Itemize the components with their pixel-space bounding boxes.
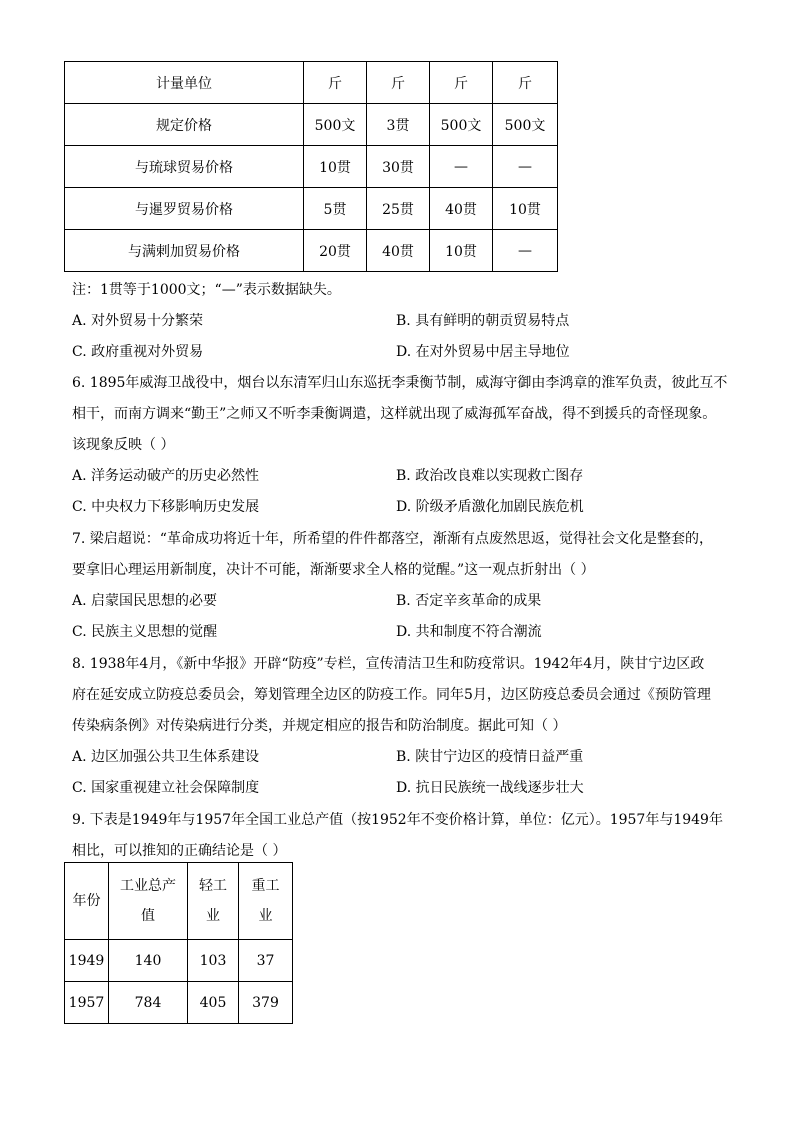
table-cell: 40贯	[367, 230, 430, 272]
table-cell: 1949	[65, 940, 109, 982]
q8-stem-line: 府在延安成立防疫总委员会，筹划管理全边区的防疫工作。同年5月，边区防疫总委员会通过《预防管理	[72, 687, 711, 703]
table-cell: 500文	[430, 104, 493, 146]
q9-stem-line: 9. 下表是1949年与1957年全国工业总产值（按1952年不变价格计算，单位：亿元）。1957年与1949年	[72, 812, 723, 828]
table-cell: 379	[239, 982, 293, 1024]
table-cell: 10贯	[493, 188, 558, 230]
table-header-cell	[109, 863, 188, 940]
table-row	[65, 146, 558, 188]
table-cell: 140	[109, 940, 188, 982]
q7-stem-line: 7. 梁启超说：“革命成功将近十年，所希望的件件都落空，渐渐有点废然思返，觉得社会文化是整套的，	[72, 531, 713, 547]
price-table	[64, 61, 558, 272]
table-cell: —	[430, 146, 493, 188]
table-cell: 103	[188, 940, 239, 982]
table-row	[65, 940, 293, 982]
q6-stem-line: 6. 1895年威海卫战役中，烟台以东清军归山东巡抚李秉衡节制，威海守御由李鸿章的淮军负责，彼此互不	[72, 375, 728, 391]
table-cell: 与暹罗贸易价格	[65, 188, 304, 230]
table-cell: 40贯	[430, 188, 493, 230]
q5-option-d[interactable]: D. 在对外贸易中居主导地位	[396, 344, 570, 360]
q7-option-c[interactable]: C. 民族主义思想的觉醒	[72, 624, 218, 640]
table-cell: 25贯	[367, 188, 430, 230]
table-note: 注：1贯等于1000文；“—”表示数据缺失。	[72, 282, 341, 298]
table-header-cell: 计量单位	[65, 62, 304, 104]
q8-option-a[interactable]: A. 边区加强公共卫生体系建设	[72, 749, 260, 765]
table-header-text: 重工业	[251, 878, 280, 924]
table-cell: 10贯	[430, 230, 493, 272]
q9-stem-line: 相比，可以推知的正确结论是（ ）	[72, 843, 287, 859]
table-header-cell: 斤	[367, 62, 430, 104]
table-cell: —	[493, 230, 558, 272]
q8-option-b[interactable]: B. 陕甘宁边区的疫情日益严重	[396, 749, 584, 765]
q7-option-a[interactable]: A. 启蒙国民思想的必要	[72, 593, 218, 609]
table-cell: 500文	[493, 104, 558, 146]
q7-stem-line: 要拿旧心理运用新制度，决计不可能，渐渐要求全人格的觉醒。”这一观点折射出（ ）	[72, 562, 595, 578]
q6-option-c[interactable]: C. 中央权力下移影响历史发展	[72, 499, 260, 515]
q8-stem-line: 8. 1938年4月，《新中华报》开辟“防疫”专栏，宣传清洁卫生和防疫常识。1942年4月，陕甘宁边区政	[72, 656, 705, 672]
table-cell: 20贯	[304, 230, 367, 272]
q8-stem-line: 传染病条例》对传染病进行分类，并规定相应的报告和防治制度。据此可知（ ）	[72, 718, 567, 734]
table-header-cell	[188, 863, 239, 940]
table-header-row	[65, 863, 293, 940]
table-row	[65, 104, 558, 146]
q7-option-d[interactable]: D. 共和制度不符合潮流	[396, 624, 542, 640]
table-cell: 5贯	[304, 188, 367, 230]
table-header-cell: 斤	[304, 62, 367, 104]
q5-option-b[interactable]: B. 具有鲜明的朝贡贸易特点	[396, 313, 570, 329]
q6-option-b[interactable]: B. 政治改良难以实现救亡图存	[396, 468, 584, 484]
industry-output-table	[64, 862, 293, 1024]
table-header-text: 轻工业	[199, 878, 227, 924]
table-row	[65, 230, 558, 272]
q7-option-b[interactable]: B. 否定辛亥革命的成果	[396, 593, 542, 609]
table-cell: 10贯	[304, 146, 367, 188]
table-cell: —	[493, 146, 558, 188]
table-header-cell	[239, 863, 293, 940]
table-row	[65, 188, 558, 230]
table-header-text: 工业总产值	[120, 878, 176, 924]
table-cell: 3贯	[367, 104, 430, 146]
table-cell: 与琉球贸易价格	[65, 146, 304, 188]
table-cell: 500文	[304, 104, 367, 146]
table-header-row	[65, 62, 558, 104]
table-header-cell: 斤	[493, 62, 558, 104]
table-cell: 405	[188, 982, 239, 1024]
table-cell: 784	[109, 982, 188, 1024]
q8-option-c[interactable]: C. 国家重视建立社会保障制度	[72, 780, 260, 796]
table-cell: 37	[239, 940, 293, 982]
q5-option-c[interactable]: C. 政府重视对外贸易	[72, 344, 204, 360]
q6-option-a[interactable]: A. 洋务运动破产的历史必然性	[72, 468, 260, 484]
table-header-cell: 斤	[430, 62, 493, 104]
q6-stem-line: 相干，而南方调来“勤王”之师又不听李秉衡调遣，这样就出现了威海孤军奋战，得不到援兵的奇怪现象。	[72, 406, 717, 422]
table-header-cell: 年份	[65, 863, 109, 940]
q6-option-d[interactable]: D. 阶级矛盾激化加剧民族危机	[396, 499, 584, 515]
table-cell: 与满剌加贸易价格	[65, 230, 304, 272]
q8-option-d[interactable]: D. 抗日民族统一战线逐步壮大	[396, 780, 584, 796]
table-row	[65, 982, 293, 1024]
q6-stem-line: 该现象反映（ ）	[72, 437, 175, 453]
table-cell: 1957	[65, 982, 109, 1024]
table-cell: 规定价格	[65, 104, 304, 146]
q5-option-a[interactable]: A. 对外贸易十分繁荣	[72, 313, 204, 329]
table-cell: 30贯	[367, 146, 430, 188]
